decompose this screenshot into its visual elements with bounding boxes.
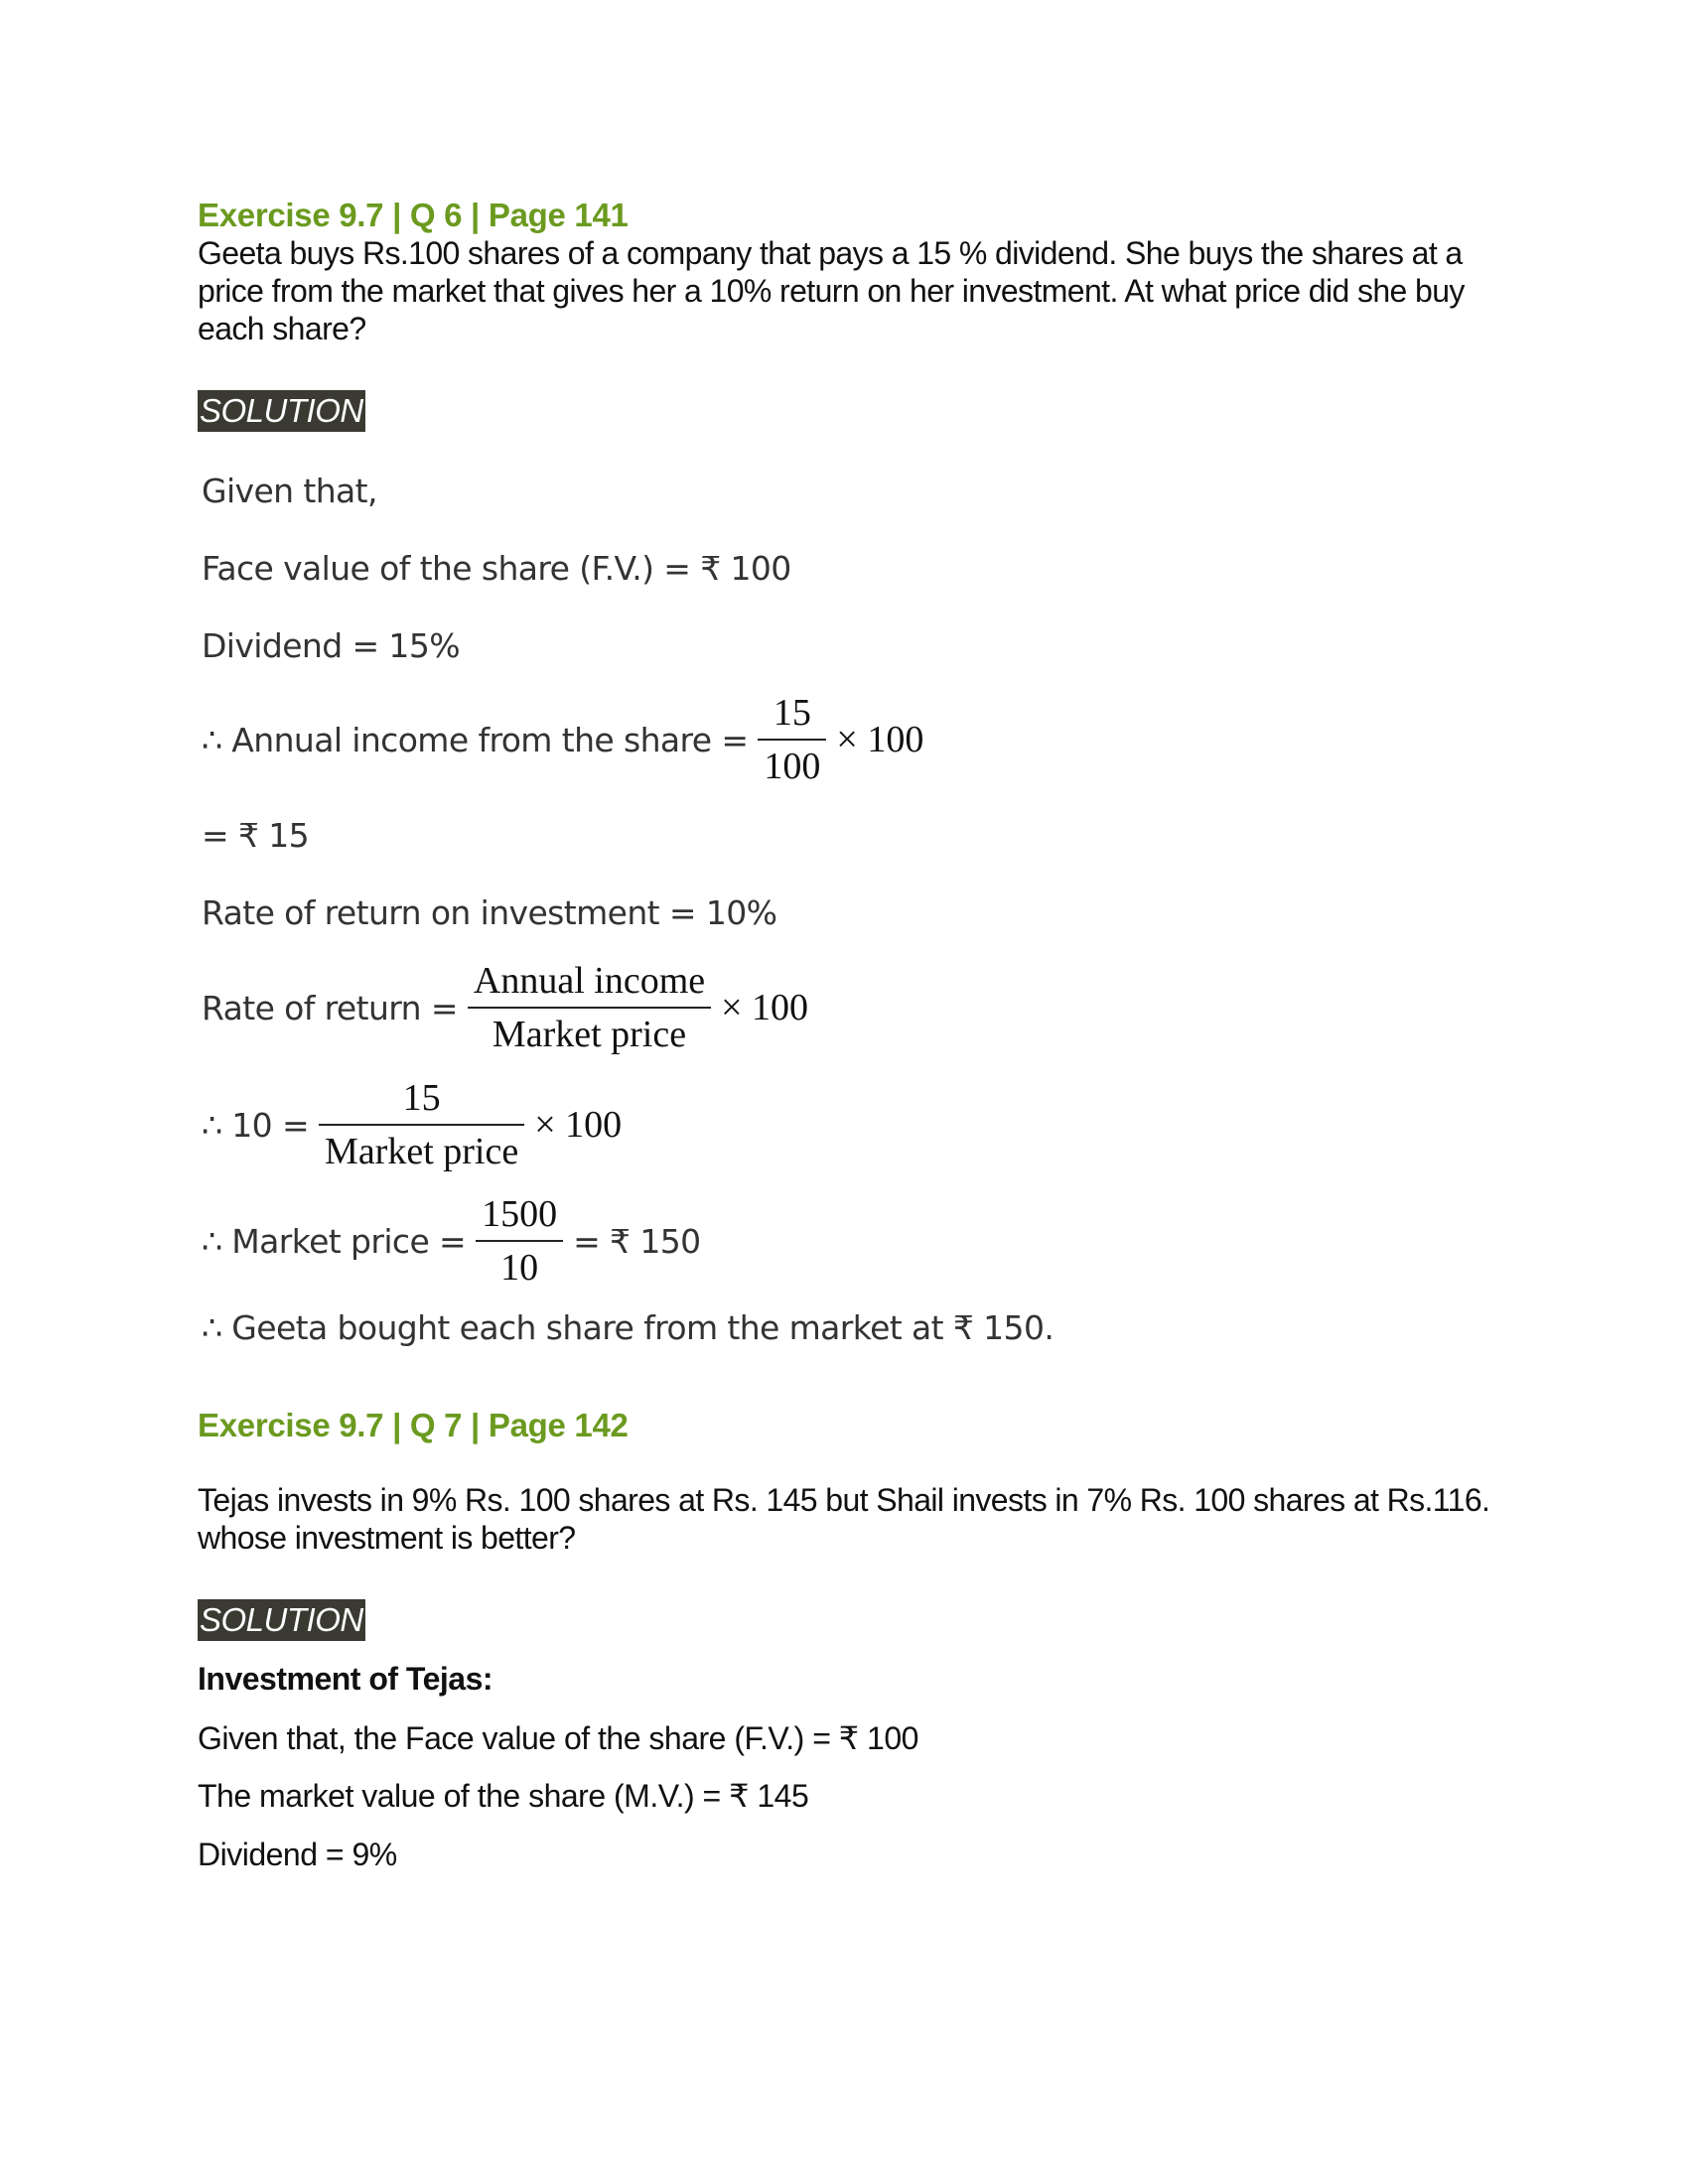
q6-conclusion: ∴ Geeta bought each share from the market at ₹ 150. xyxy=(202,1308,1055,1347)
q7-subheading: Investment of Tejas: xyxy=(198,1661,493,1697)
q6-market-price-equation xyxy=(202,1188,701,1294)
q6-annual-income-result: = ₹ 15 xyxy=(202,816,310,855)
fraction-numerator: 15 xyxy=(402,1077,441,1119)
q7-solution-badge: SOLUTION xyxy=(198,1599,365,1641)
q6-rate-given-line: Rate of return on investment = 10% xyxy=(202,893,777,932)
fraction xyxy=(476,1188,563,1294)
fraction-numerator: Annual income xyxy=(473,960,706,1002)
multiplier: × 100 xyxy=(836,719,924,760)
fraction-numerator: 1500 xyxy=(482,1193,558,1235)
fraction-denominator: Market price xyxy=(325,1131,519,1172)
multiplier: × 100 xyxy=(721,987,809,1028)
q7-question-text: Tejas invests in 9% Rs. 100 shares at Rs. 145 but Shail invests in 7% Rs. 100 shares at Rs.116. whose investment is better? xyxy=(198,1482,1490,1556)
fraction-denominator: 10 xyxy=(500,1247,539,1289)
q6-face-value-line: Face value of the share (F.V.) = ₹ 100 xyxy=(202,549,791,588)
fraction-denominator: Market price xyxy=(492,1014,687,1055)
q6-heading: Exercise 9.7 | Q 6 | Page 141 xyxy=(198,197,629,233)
q7-face-value-line: Given that, the Face value of the share (F.V.) = ₹ 100 xyxy=(198,1720,918,1756)
q6-dividend-line: Dividend = 15% xyxy=(202,626,460,665)
equation-label: ∴ Annual income from the share = xyxy=(202,720,749,759)
q7-dividend-line: Dividend = 9% xyxy=(198,1837,397,1872)
fraction xyxy=(758,687,826,792)
q6-given-line: Given that, xyxy=(202,472,377,510)
q6-substitution-equation xyxy=(202,1072,622,1177)
q7-market-value-line: The market value of the share (M.V.) = ₹ 145 xyxy=(198,1778,809,1814)
fraction xyxy=(319,1072,524,1177)
fraction-numerator: 15 xyxy=(773,692,811,734)
multiplier: × 100 xyxy=(534,1104,623,1146)
fraction-denominator: 100 xyxy=(764,746,821,787)
q6-question-text: Geeta buys Rs.100 shares of a company that pays a 15 % dividend. She buys the shares at a price from the market that gives her a 10% return on her investment. At what price did she buy each share? xyxy=(198,235,1465,346)
equation-label: ∴ 10 = xyxy=(202,1105,310,1145)
fraction xyxy=(468,955,711,1060)
q6-rate-formula-equation xyxy=(202,955,808,1060)
equation-result: = ₹ 150 xyxy=(573,1221,701,1261)
q6-solution-badge: SOLUTION xyxy=(198,390,365,432)
equation-label: Rate of return = xyxy=(202,988,458,1027)
q7-heading: Exercise 9.7 | Q 7 | Page 142 xyxy=(198,1407,629,1443)
equation-label: ∴ Market price = xyxy=(202,1221,467,1261)
q6-annual-income-equation xyxy=(202,687,923,792)
